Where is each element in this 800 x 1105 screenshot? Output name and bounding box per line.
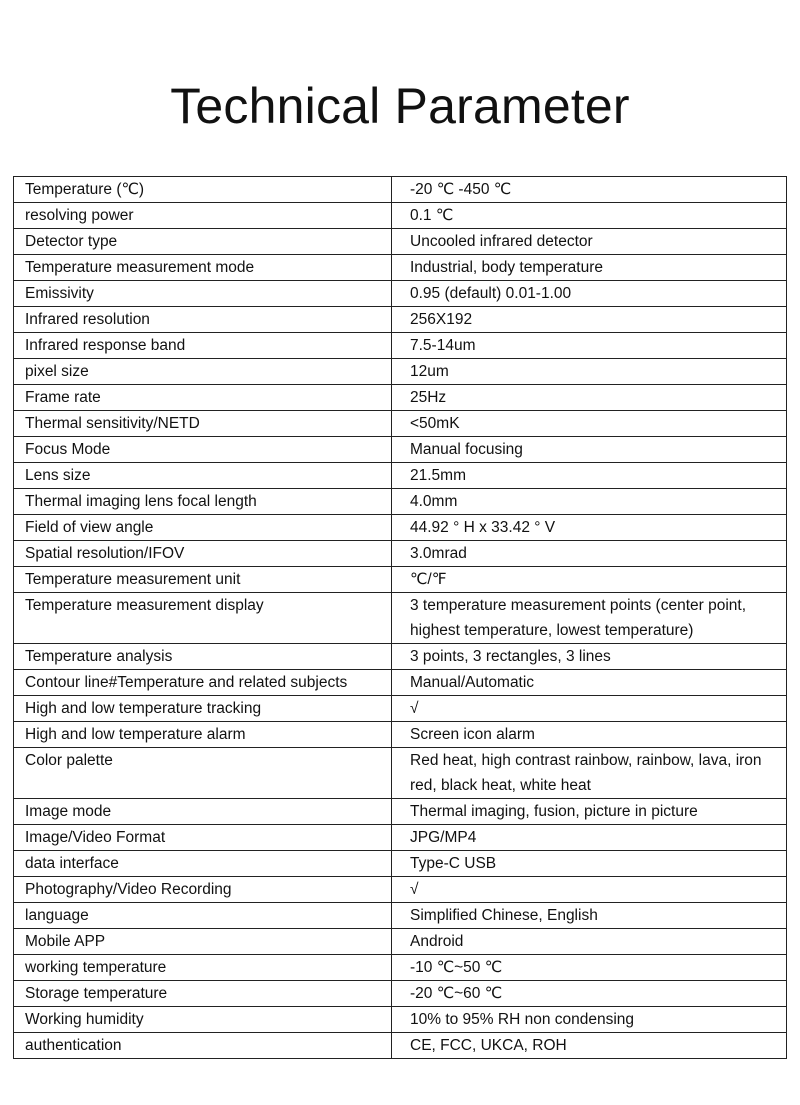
parameter-value: 0.1 ℃ — [392, 203, 787, 229]
parameter-name: Thermal imaging lens focal length — [14, 489, 392, 515]
table-row — [14, 229, 787, 255]
parameter-value: √ — [392, 877, 787, 903]
parameter-value: Thermal imaging, fusion, picture in picture — [392, 799, 787, 825]
table-row — [14, 670, 787, 696]
parameter-value: Red heat, high contrast rainbow, rainbow, lava, iron red, black heat, white heat — [392, 748, 787, 799]
parameter-value: Industrial, body temperature — [392, 255, 787, 281]
table-row — [14, 255, 787, 281]
table-row — [14, 385, 787, 411]
table-row — [14, 1033, 787, 1059]
table-row — [14, 307, 787, 333]
parameter-name: High and low temperature alarm — [14, 722, 392, 748]
parameter-name: Temperature measurement unit — [14, 567, 392, 593]
parameter-value: -20 ℃ -450 ℃ — [392, 177, 787, 203]
table-row — [14, 748, 787, 799]
parameter-name: authentication — [14, 1033, 392, 1059]
parameter-name: Lens size — [14, 463, 392, 489]
parameter-value: 44.92 ° H x 33.42 ° V — [392, 515, 787, 541]
parameter-name: Mobile APP — [14, 929, 392, 955]
table-row — [14, 696, 787, 722]
table-row — [14, 929, 787, 955]
spec-table — [13, 176, 787, 1059]
table-row — [14, 359, 787, 385]
parameter-value: Manual focusing — [392, 437, 787, 463]
parameter-value: 3 points, 3 rectangles, 3 lines — [392, 644, 787, 670]
table-row — [14, 955, 787, 981]
parameter-name: Field of view angle — [14, 515, 392, 541]
table-row — [14, 799, 787, 825]
parameter-value: 7.5-14um — [392, 333, 787, 359]
parameter-name: Working humidity — [14, 1007, 392, 1033]
parameter-value: Uncooled infrared detector — [392, 229, 787, 255]
parameter-value: <50mK — [392, 411, 787, 437]
table-row — [14, 1007, 787, 1033]
parameter-value: -20 ℃~60 ℃ — [392, 981, 787, 1007]
parameter-value: 4.0mm — [392, 489, 787, 515]
parameter-name: Spatial resolution/IFOV — [14, 541, 392, 567]
parameter-name: Color palette — [14, 748, 392, 799]
spec-table-body — [14, 177, 787, 1059]
parameter-name: data interface — [14, 851, 392, 877]
parameter-value: JPG/MP4 — [392, 825, 787, 851]
table-row — [14, 177, 787, 203]
parameter-value: Simplified Chinese, English — [392, 903, 787, 929]
table-row — [14, 437, 787, 463]
parameter-value: 10% to 95% RH non condensing — [392, 1007, 787, 1033]
page-title: Technical Parameter — [170, 78, 630, 134]
parameter-name: Storage temperature — [14, 981, 392, 1007]
parameter-value: √ — [392, 696, 787, 722]
table-row — [14, 851, 787, 877]
parameter-value: Type-C USB — [392, 851, 787, 877]
table-row — [14, 825, 787, 851]
table-row — [14, 877, 787, 903]
table-row — [14, 489, 787, 515]
parameter-value: CE, FCC, UKCA, ROH — [392, 1033, 787, 1059]
table-row — [14, 515, 787, 541]
parameter-value: Android — [392, 929, 787, 955]
parameter-value: Manual/Automatic — [392, 670, 787, 696]
table-row — [14, 644, 787, 670]
parameter-value: 12um — [392, 359, 787, 385]
parameter-value: 21.5mm — [392, 463, 787, 489]
parameter-name: Contour line#Temperature and related subjects — [14, 670, 392, 696]
table-row — [14, 203, 787, 229]
parameter-name: Thermal sensitivity/NETD — [14, 411, 392, 437]
table-row — [14, 333, 787, 359]
parameter-value: ℃/℉ — [392, 567, 787, 593]
parameter-name: Frame rate — [14, 385, 392, 411]
table-row — [14, 463, 787, 489]
parameter-value: 0.95 (default) 0.01-1.00 — [392, 281, 787, 307]
parameter-value: 256X192 — [392, 307, 787, 333]
table-row — [14, 541, 787, 567]
parameter-name: High and low temperature tracking — [14, 696, 392, 722]
parameter-value: 25Hz — [392, 385, 787, 411]
parameter-name: Image mode — [14, 799, 392, 825]
parameter-name: Image/Video Format — [14, 825, 392, 851]
parameter-name: resolving power — [14, 203, 392, 229]
parameter-value: 3.0mrad — [392, 541, 787, 567]
parameter-name: Infrared response band — [14, 333, 392, 359]
table-row — [14, 593, 787, 644]
parameter-name: language — [14, 903, 392, 929]
parameter-name: Temperature measurement mode — [14, 255, 392, 281]
parameter-name: Temperature measurement display — [14, 593, 392, 644]
parameter-name: Emissivity — [14, 281, 392, 307]
parameter-name: Detector type — [14, 229, 392, 255]
table-row — [14, 903, 787, 929]
table-row — [14, 411, 787, 437]
parameter-name: Focus Mode — [14, 437, 392, 463]
parameter-value: -10 ℃~50 ℃ — [392, 955, 787, 981]
parameter-name: Temperature analysis — [14, 644, 392, 670]
table-row — [14, 981, 787, 1007]
parameter-name: Temperature (℃) — [14, 177, 392, 203]
table-row — [14, 722, 787, 748]
parameter-name: pixel size — [14, 359, 392, 385]
parameter-value: 3 temperature measurement points (center point, highest temperature, lowest temperature) — [392, 593, 787, 644]
parameter-name: working temperature — [14, 955, 392, 981]
table-row — [14, 281, 787, 307]
parameter-name: Infrared resolution — [14, 307, 392, 333]
table-row — [14, 567, 787, 593]
parameter-value: Screen icon alarm — [392, 722, 787, 748]
parameter-name: Photography/Video Recording — [14, 877, 392, 903]
